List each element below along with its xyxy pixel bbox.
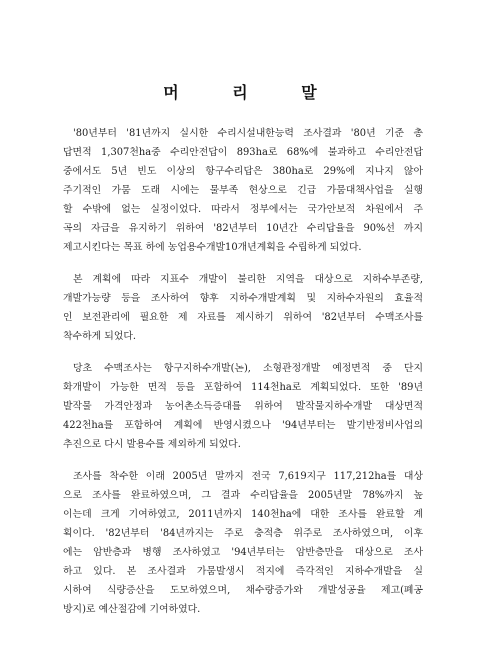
text-line: 추진으로 다시 발용수를 제외하게 되었다. — [63, 439, 241, 450]
paragraph — [63, 467, 423, 619]
text-line: 발작물 가격안정과 농어촌소득증대를 위하여 발작물지하수개발 대상면적 — [63, 401, 423, 412]
paragraph — [63, 270, 423, 346]
text-line: 시하여 식량증산을 도모하였으며, 채수량증가와 개발성공율 제고(폐공 — [63, 585, 423, 596]
text-line: 이는데 크게 기여하였고, 2011년까지 140천ha에 대한 조사를 완료할 계 — [63, 509, 423, 520]
paragraph — [63, 124, 423, 257]
text-line: 곡의 자급을 유지하기 위하여 '82년부터 10년간 수리답율을 90%선 까지 — [63, 223, 423, 234]
text-line: 에는 암반층과 병행 조사하였고 '94년부터는 암반층만을 대상으로 조사 — [63, 547, 423, 558]
text-line: 으로 조사를 완료하였으며, 그 결과 수리답율을 2005년말 78%까지 높 — [63, 490, 423, 501]
text-line: 중에서도 5년 빈도 이상의 항구수리답은 380ha로 29%에 지나지 않아 — [63, 166, 423, 177]
text-line: '80년부터 '81년까지 실시한 수리시설내한능력 조사결과 '80년 기준 총 — [73, 128, 423, 139]
text-line: 획이다. '82년부터 '84년까지는 주로 충적층 위주로 조사하였으며, 이후 — [63, 528, 423, 539]
text-line: 하고 있다. 본 조사결과 가뭄발생시 적지에 즉각적인 지하수개발을 실 — [63, 566, 423, 577]
text-line: 본 계획에 따라 지표수 개발이 불리한 지역을 대상으로 지하수부존량, — [73, 274, 423, 285]
text-line: 개발가능량 등을 조사하여 향후 지하수개발계획 및 지하수자원의 효율적 — [63, 293, 423, 304]
text-line: 당초 수맥조사는 항구지하수개발(논), 소형관정개발 예정면적 중 단지 — [73, 363, 423, 374]
text-line: 주기적인 가뭄 도래 시에는 물부족 현상으로 긴급 가뭄대책사업을 실행 — [63, 185, 423, 196]
document-title: 머 리 말 — [163, 83, 341, 102]
text-line: 착수하게 되었다. — [63, 331, 137, 342]
text-line: 제고시킨다는 목표 하에 농업용수개발10개년계획을 수립하게 되었다. — [63, 242, 362, 253]
document-body — [63, 124, 423, 632]
text-line: 할 수밖에 없는 실정이었다. 따라서 정부에서는 국가안보적 차원에서 주 — [63, 204, 423, 215]
text-line: 조사를 착수한 이래 2005년 말까지 전국 7,619지구 117,212ha를 대상 — [73, 471, 423, 482]
text-line: 인 보전관리에 필요한 제 자료를 제시하기 위하여 '82년부터 수맥조사를 — [63, 312, 423, 323]
text-line: 422천ha를 포함하여 계획에 반영시켰으나 '94년부터는 발기반정비사업의 — [63, 420, 423, 431]
text-line: 방지)로 예산절감에 기여하였다. — [63, 604, 201, 615]
paragraph — [63, 359, 423, 454]
text-line: 답면적 1,307천ha중 수리안전답이 893ha로 68%에 불과하고 수리안전답 — [63, 147, 423, 158]
text-line: 화개발이 가능한 면적 등을 포함하여 114천ha로 계획되었다. 또한 '89년 — [63, 382, 423, 393]
